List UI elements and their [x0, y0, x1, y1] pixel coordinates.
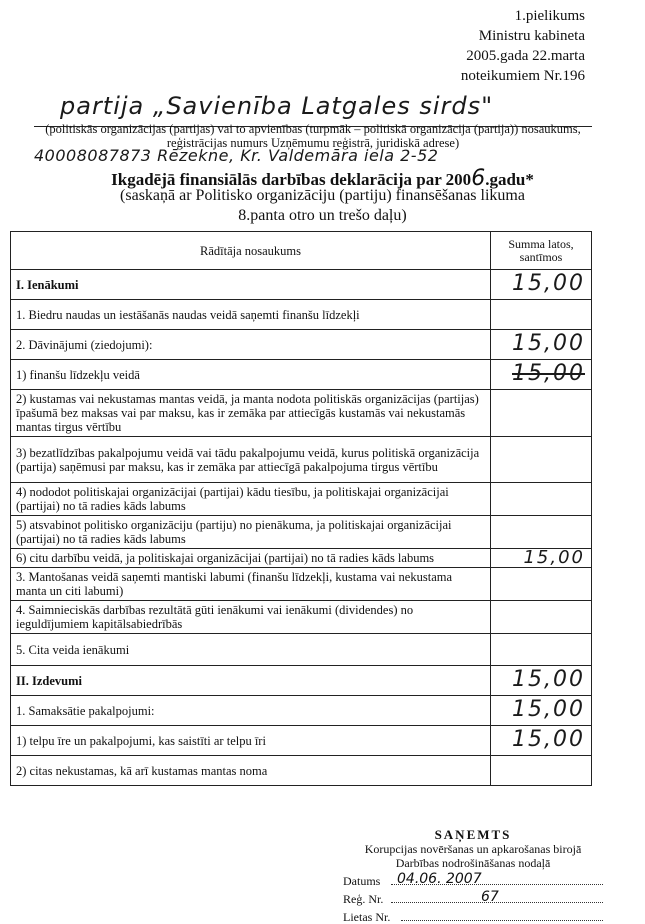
page-subtitle — [20, 186, 625, 226]
row-value — [491, 756, 592, 786]
stamp-reg-line — [343, 888, 603, 906]
table-row — [11, 483, 592, 516]
row-value — [491, 726, 592, 756]
table-row — [11, 634, 592, 666]
row-value — [491, 483, 592, 516]
row-value — [491, 300, 592, 330]
reference-line-1: 1.pielikums — [514, 8, 585, 24]
row-label: 2) citas nekustamas, kā arī kustamas mantas noma — [11, 756, 491, 786]
row-value — [491, 666, 592, 696]
row-label: 6) citu darbību veidā, ja politiskajai organizācijai (partijai) no tā radies kāds labums — [11, 549, 491, 568]
row-value-handwritten-struck: 15,00 — [512, 360, 585, 386]
table-row — [11, 300, 592, 330]
stamp-case-line — [343, 906, 603, 924]
row-value — [491, 360, 592, 390]
table-row — [11, 601, 592, 634]
row-value — [491, 696, 592, 726]
table-row — [11, 696, 592, 726]
row-label: 3. Mantošanas veidā saņemti mantiski labumi (finanšu līdzekļi, kustama vai nekustama manta un citi labumi) — [11, 568, 491, 601]
stamp-office-line-1: Korupcijas novēršanas un apkarošanas birojā — [364, 842, 582, 856]
row-value-handwritten: 15,00 — [512, 726, 585, 752]
row-value — [491, 390, 592, 437]
row-value-handwritten: 15,00 — [512, 330, 585, 356]
stamp-reg-value: 67 — [481, 889, 499, 905]
row-value-handwritten: 15,00 — [512, 270, 585, 296]
stamp-reg-label: Reģ. Nr. — [343, 892, 384, 906]
title-year-handwritten: 6 — [471, 166, 486, 191]
subtitle-line-2: 8.panta otro un trešo daļu) — [238, 207, 407, 224]
row-label: 1. Biedru naudas un iestāšanās naudas veidā saņemti finanšu līdzekļi — [11, 300, 491, 330]
table-row — [11, 726, 592, 756]
header-sum: Summa latos, santīmos — [491, 232, 592, 270]
title-before-year: Ikgadējā finansiālās darbības deklarācija par 200 — [111, 170, 472, 189]
row-value — [491, 634, 592, 666]
table-row — [11, 360, 592, 390]
declaration-table — [10, 231, 592, 786]
table-row — [11, 330, 592, 360]
table-row — [11, 270, 592, 300]
row-value — [491, 601, 592, 634]
stamp-date-value: 04.06. 2007 — [397, 871, 482, 887]
table-row — [11, 756, 592, 786]
row-label: II. Izdevumi — [11, 666, 491, 696]
row-value — [491, 437, 592, 483]
stamp-office-line-2: Darbības nodrošināšanas nodaļā — [395, 856, 551, 870]
row-label: 2) kustamas vai nekustamas mantas veidā, ja manta nodota politiskās organizācijas (partijas) īpašumā bez maksas vai par maksu, kas ir zemāka par attiecīgās kustamās vai nekustamās mantas tirgus vērtību — [11, 390, 491, 437]
table-row — [11, 437, 592, 483]
party-name-handwritten: partija „Savienība Latgales sirds" — [60, 92, 494, 120]
row-label: I. Ienākumi — [11, 270, 491, 300]
table-row — [11, 666, 592, 696]
regulation-reference — [461, 6, 585, 86]
row-value-handwritten: 15,00 — [512, 696, 585, 722]
row-label: 1. Samaksātie pakalpojumi: — [11, 696, 491, 726]
reference-line-4: noteikumiem Nr.196 — [460, 68, 585, 84]
reference-line-3: 2005.gada 22.marta — [466, 48, 585, 64]
party-registration-handwritten: 40008087873 Rēzekne, Kr. Valdemāra iela 2-52 — [34, 146, 439, 165]
row-label: 5) atsvabinot politisko organizāciju (partiju) no pienākuma, ja politiskajai organizācijai (partijai) no tā radies kāds labums — [11, 516, 491, 549]
row-label: 1) finanšu līdzekļu veidā — [11, 360, 491, 390]
row-label: 3) bezatlīdzības pakalpojumu veidā vai tādu pakalpojumu veidā, kurus politiskā organizācija (partija) saņēmusi par maksu, kas ir zemāka par attiecīgā pakalpojuma tirgus vērtību — [11, 437, 491, 483]
received-stamp — [343, 828, 603, 924]
stamp-date-line — [343, 870, 603, 888]
row-value — [491, 270, 592, 300]
table-row — [11, 549, 592, 568]
table-row — [11, 390, 592, 437]
row-value — [491, 568, 592, 601]
row-value — [491, 330, 592, 360]
table-header-row — [11, 232, 592, 270]
row-label: 1) telpu īre un pakalpojumi, kas saistīti ar telpu īri — [11, 726, 491, 756]
table-row — [11, 568, 592, 601]
reference-line-2: Ministru kabineta — [478, 28, 585, 44]
stamp-date-label: Datums — [343, 874, 381, 888]
header-indicator-name: Rādītāja nosaukums — [11, 232, 491, 270]
row-value-handwritten: 15,00 — [512, 666, 585, 692]
stamp-case-label: Lietas Nr. — [343, 910, 391, 924]
subtitle-line-1: (saskaņā ar Politisko organizāciju (partiju) finansēšanas likuma — [120, 187, 525, 204]
row-label: 5. Cita veida ienākumi — [11, 634, 491, 666]
title-after-year: .gadu* — [485, 170, 534, 189]
row-label: 4. Saimnieciskās darbības rezultātā gūti ienākumi vai ienākumi (dividendes) no ieguldījumiem kapitālsabiedrībās — [11, 601, 491, 634]
table-row — [11, 516, 592, 549]
party-caption: (politiskās organizācijas (partijas) vai to apvienības (turpmāk – politiskā organizācija (partija)) nosaukums, reģistrācijas numurs Uzņēmumu reģistrā, juridiskā adrese) — [45, 122, 581, 150]
row-value-handwritten: 15,00 — [523, 546, 585, 568]
row-value — [491, 516, 592, 549]
row-label: 2. Dāvinājumi (ziedojumi): — [11, 330, 491, 360]
row-value — [491, 546, 592, 568]
row-label: 4) nododot politiskajai organizācijai (partijai) kādu tiesību, ja politiskajai organizācijai (partijai) no tā radies kāds labums — [11, 483, 491, 516]
stamp-title: SAŅEMTS — [434, 827, 512, 842]
